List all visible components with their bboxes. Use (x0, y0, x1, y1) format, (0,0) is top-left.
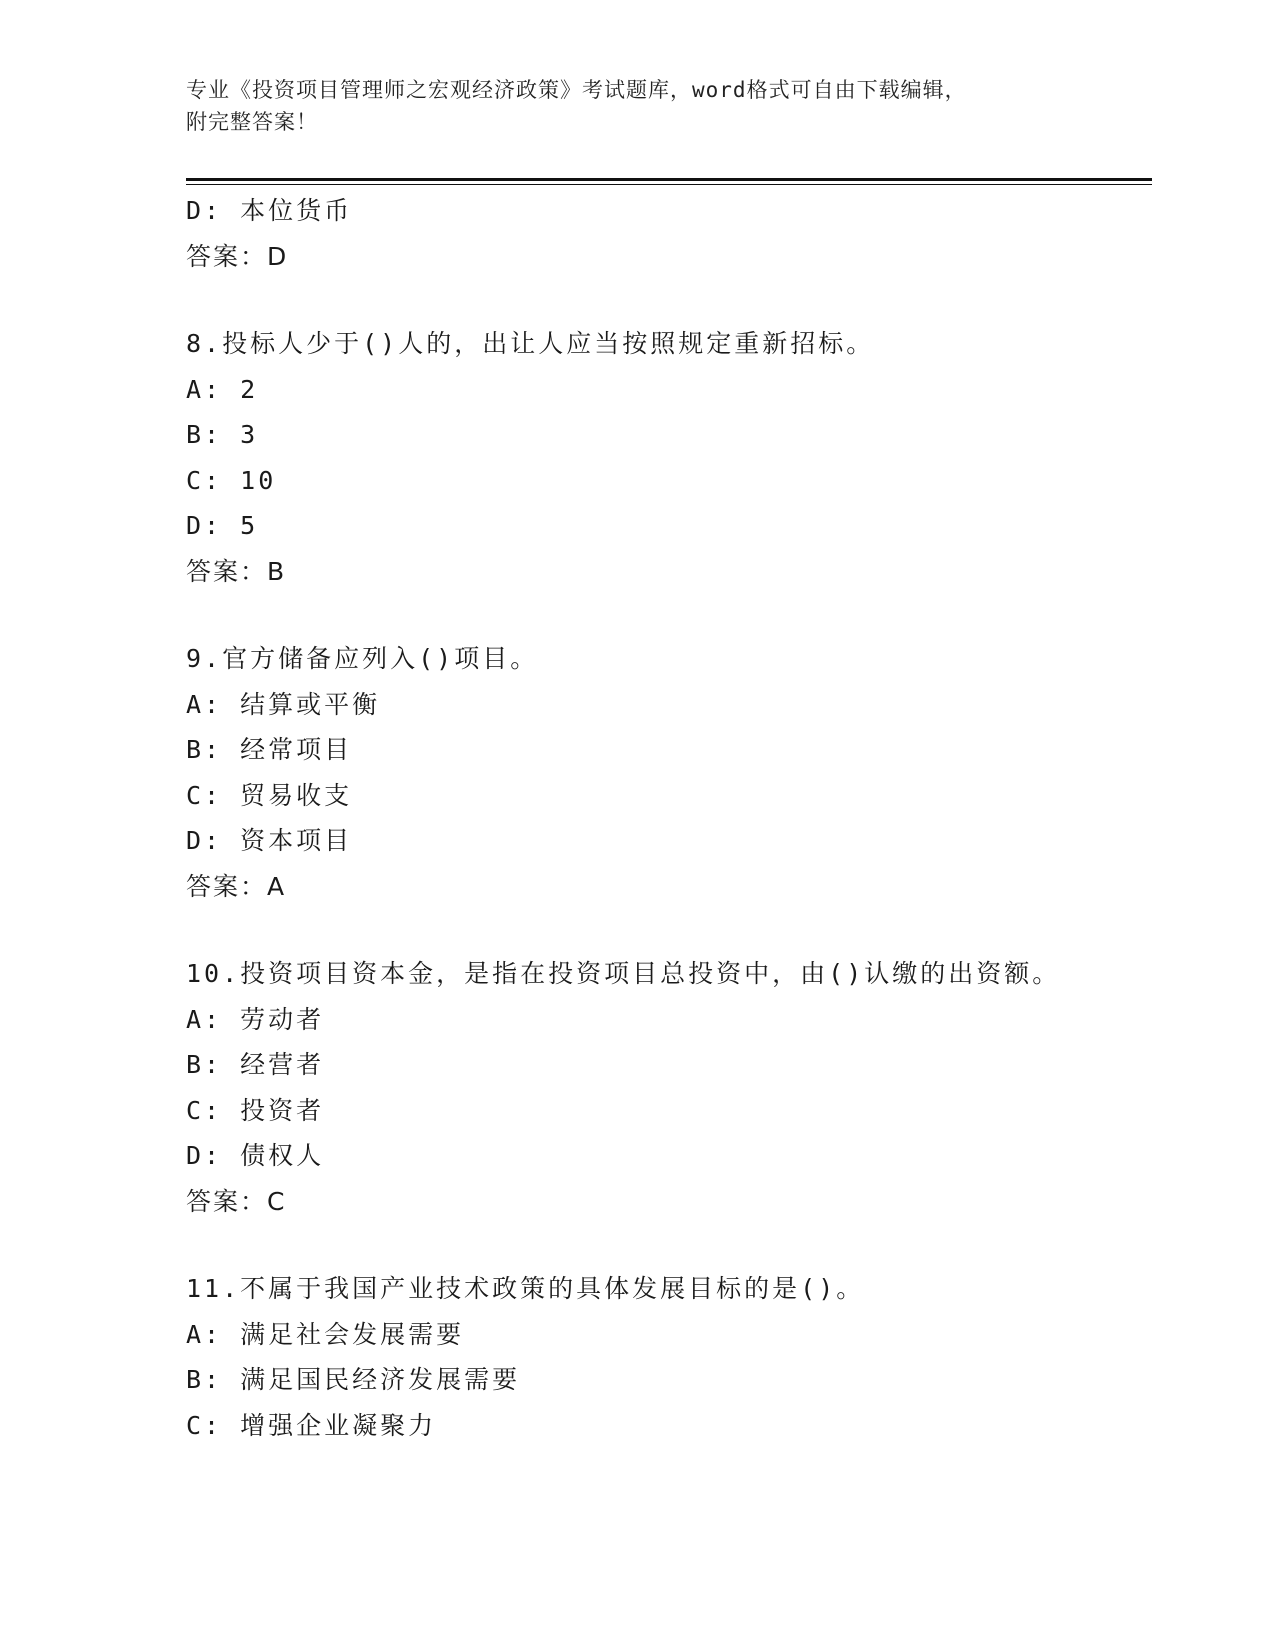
option-d: D: 债权人 (186, 1141, 325, 1170)
option-c: C: 贸易收支 (186, 780, 353, 810)
question-list (186, 188, 1152, 1448)
document-header (186, 74, 1066, 138)
question-stem: 11.不属于我国产业技术政策的具体发展目标的是()。 (186, 1274, 865, 1303)
spacer (186, 909, 1152, 951)
option-a: A: 2 (186, 374, 259, 404)
answer-line: 答案：A (186, 871, 287, 901)
answer-line: 答案：C (186, 1186, 287, 1216)
option-b: B: 经营者 (186, 1050, 325, 1079)
option-c: C: 10 (186, 465, 277, 495)
option-a: A: 满足社会发展需要 (186, 1319, 465, 1349)
answer-line: 答案：D (186, 241, 289, 271)
option-a: A: 结算或平衡 (186, 689, 381, 719)
question-stem: 10.投资项目资本金，是指在投资项目总投资中，由()认缴的出资额。 (186, 959, 1061, 988)
header-line-2: 附完整答案！ (186, 110, 318, 134)
question-stem: 9.官方储备应列入()项目。 (186, 644, 539, 673)
option-d: D: 资本项目 (186, 826, 353, 855)
spacer (186, 279, 1152, 321)
question-8 (186, 321, 1152, 594)
option-b: B: 经常项目 (186, 735, 353, 764)
answer-line: 答案：B (186, 556, 287, 586)
header-rule-thick (186, 178, 1152, 181)
spacer (186, 1224, 1152, 1266)
option-b: B: 3 (186, 420, 259, 449)
question-stem: 8.投标人少于()人的，出让人应当按照规定重新招标。 (186, 329, 875, 358)
header-rule-thin (186, 184, 1152, 185)
option-d: D: 5 (186, 511, 259, 540)
option-a: A: 劳动者 (186, 1004, 325, 1034)
option-b: B: 满足国民经济发展需要 (186, 1365, 521, 1394)
question-11 (186, 1266, 1152, 1448)
question-fragment (186, 188, 1152, 279)
header-line-1: 专业《投资项目管理师之宏观经济政策》考试题库，word格式可自由下载编辑， (186, 78, 967, 102)
question-10 (186, 951, 1152, 1224)
spacer (186, 594, 1152, 636)
option-d: D: 本位货币 (186, 196, 353, 225)
option-c: C: 增强企业凝聚力 (186, 1410, 437, 1440)
option-c: C: 投资者 (186, 1095, 325, 1125)
question-9 (186, 636, 1152, 909)
